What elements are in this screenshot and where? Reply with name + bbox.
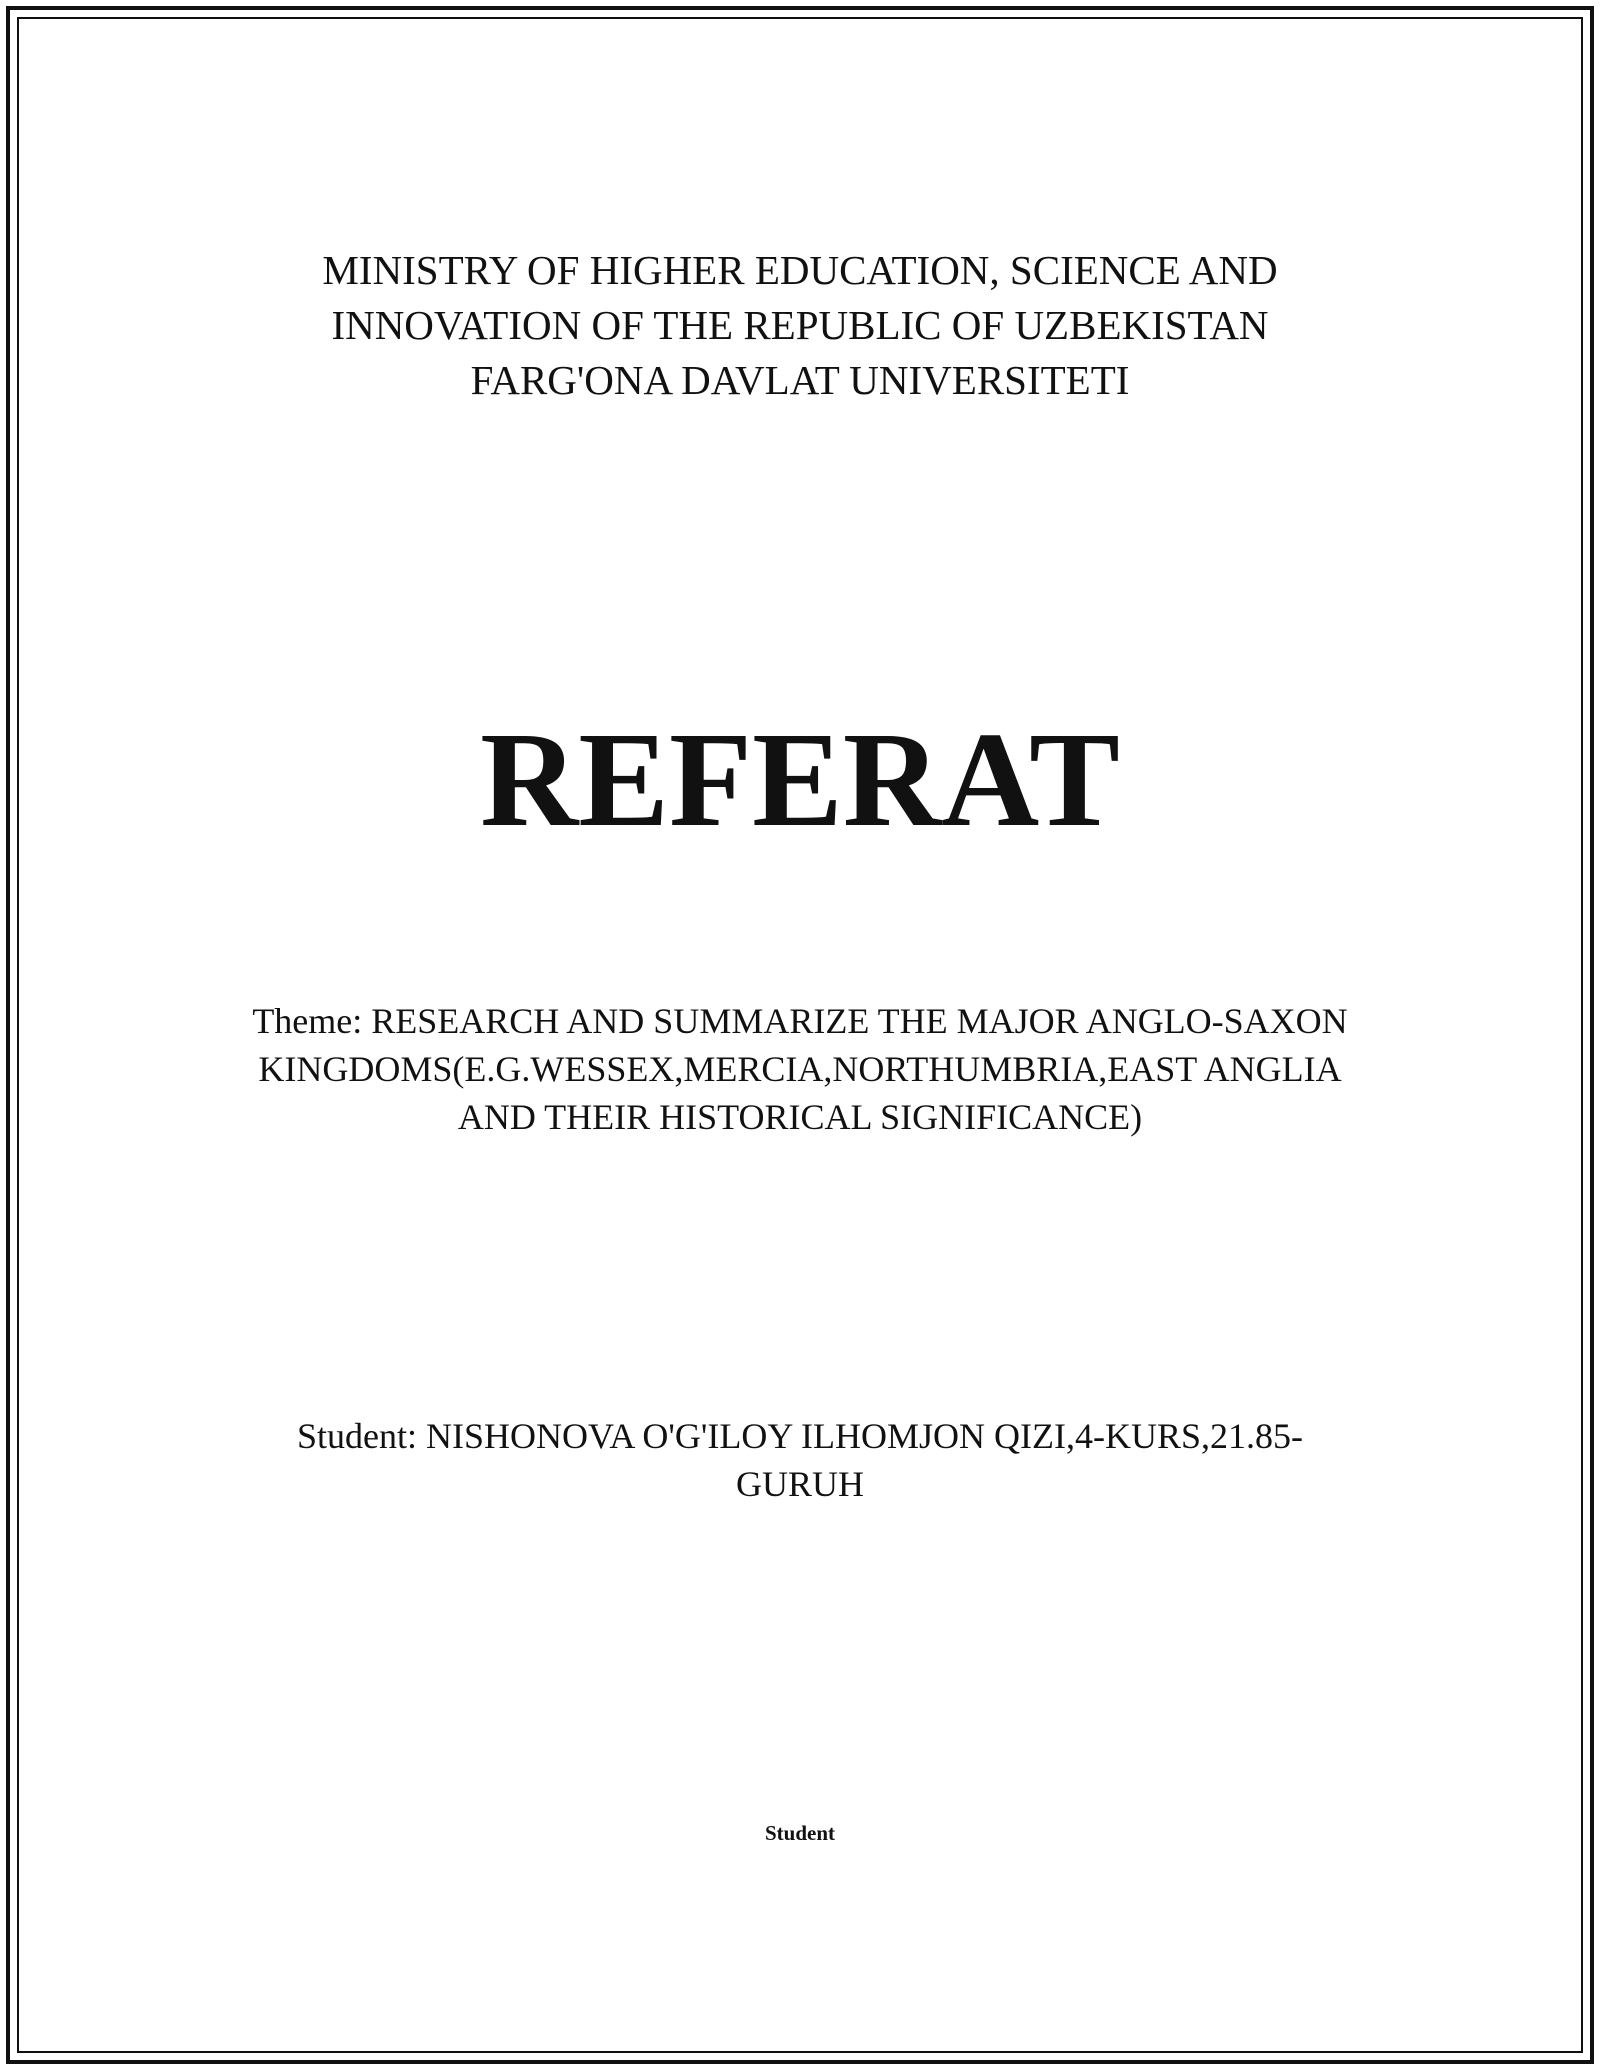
- header-line-republic: INNOVATION OF THE REPUBLIC OF UZBEKISTAN: [331, 302, 1269, 348]
- theme-text: [200, 997, 1400, 1141]
- theme-line: KINGDOMS(E.G.WESSEX,MERCIA,NORTHUMBRIA,EAST ANGLIA: [258, 1049, 1342, 1089]
- document-title: REFERAT: [480, 705, 1120, 855]
- header-line-university: FARG'ONA DAVLAT UNIVERSITETI: [470, 357, 1130, 403]
- theme-line: Theme: RESEARCH AND SUMMARIZE THE MAJOR ANGLO-SAXON: [252, 1001, 1348, 1041]
- student-line: GURUH: [735, 1464, 864, 1504]
- student-info: [240, 1412, 1360, 1508]
- footer-student-label: Student: [764, 1821, 836, 1845]
- header-line-ministry: MINISTRY OF HIGHER EDUCATION, SCIENCE AND: [322, 247, 1278, 293]
- student-line: Student: NISHONOVA O'G'ILOY ILHOMJON QIZI,4-KURS,21.85-: [297, 1416, 1303, 1456]
- theme-line: AND THEIR HISTORICAL SIGNIFICANCE): [457, 1097, 1143, 1137]
- institution-header: [0, 243, 1600, 408]
